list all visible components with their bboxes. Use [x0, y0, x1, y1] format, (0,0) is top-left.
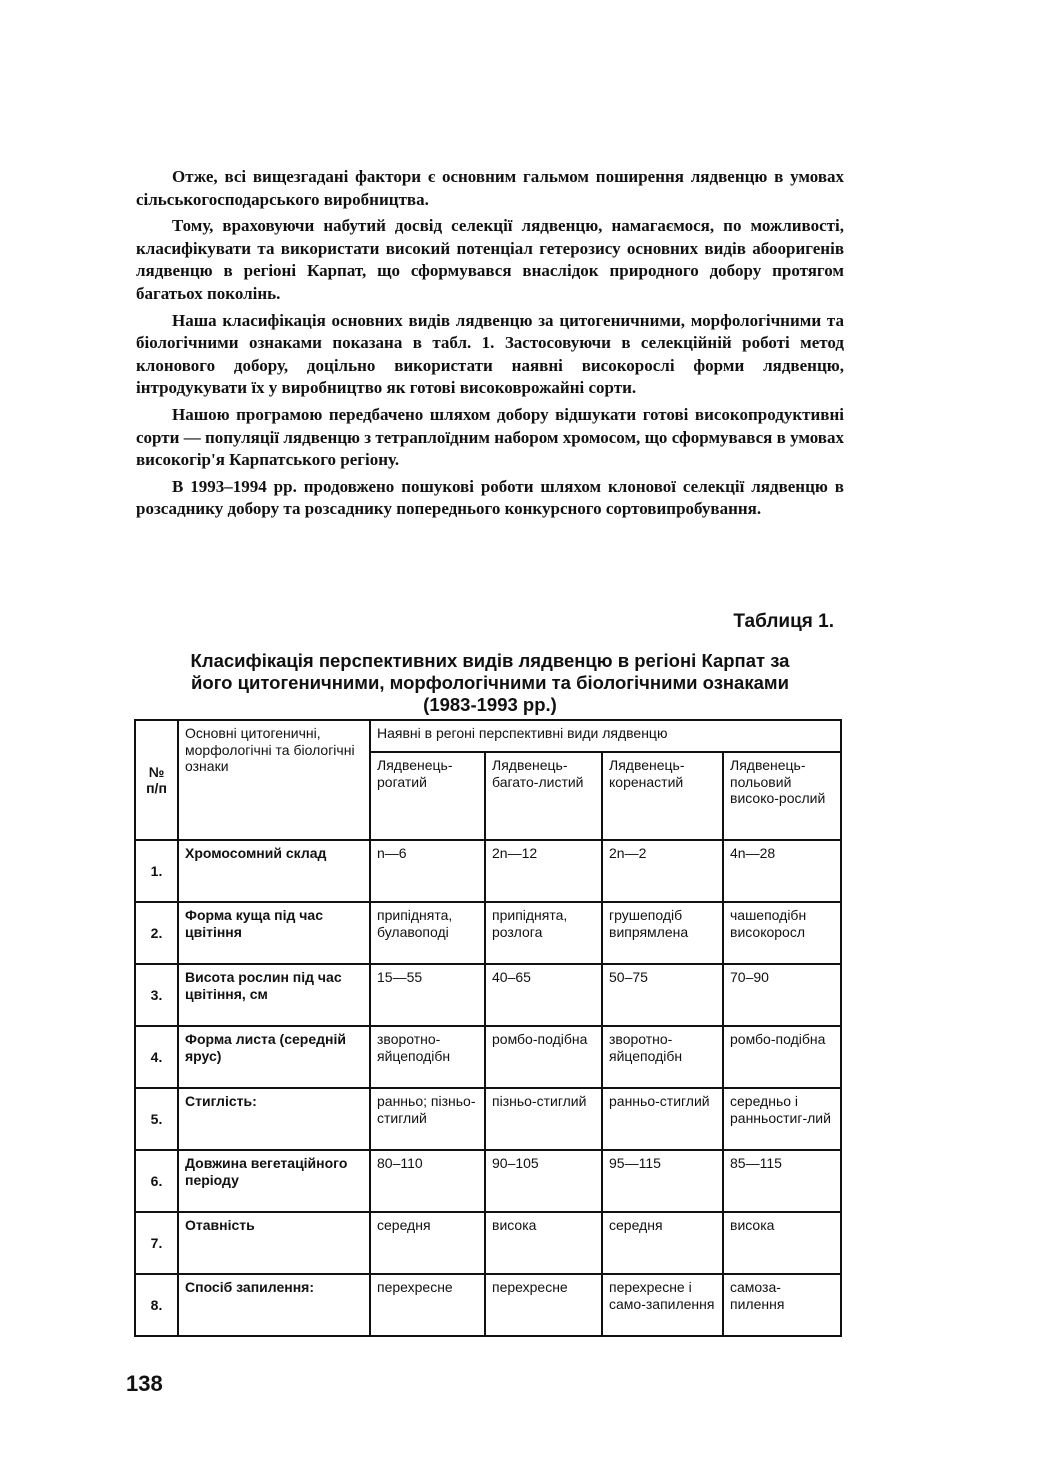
cell-value: ромбо-подібна: [485, 1026, 602, 1088]
paragraph: В 1993–1994 рр. продовжено пошукові роботи шляхом клонової селекції лядвенцю в розсаднику добору та розсаднику попереднього конкурсного сортовипробування.: [136, 476, 844, 519]
cell-value: середньо і ранньостиг-лий: [723, 1088, 841, 1150]
cell-value: 70–90: [723, 964, 841, 1026]
cell-value: перехресне і само-запилення: [602, 1274, 723, 1336]
row-feature: Форма листа (середній ярус): [178, 1026, 370, 1088]
row-feature: Форма куща під час цвітіння: [178, 902, 370, 964]
row-number: 7.: [135, 1212, 178, 1274]
row-feature: Хромосомний склад: [178, 840, 370, 902]
header-species-group: Наявні в регоні перспективні види лядвенцю: [370, 720, 841, 752]
row-number: 2.: [135, 902, 178, 964]
cell-value: припіднята, розлога: [485, 902, 602, 964]
cell-value: 80–110: [370, 1150, 485, 1212]
cell-value: 50–75: [602, 964, 723, 1026]
cell-value: зворотно-яйцеподібн: [370, 1026, 485, 1088]
cell-value: чашеподібн високоросл: [723, 902, 841, 964]
row-feature: Довжина вегетаційного періоду: [178, 1150, 370, 1212]
table-row: [135, 1026, 841, 1088]
cell-value: ромбо-подібна: [723, 1026, 841, 1088]
cell-value: перехресне: [370, 1274, 485, 1336]
table-row: [135, 1150, 841, 1212]
row-feature: Стиглість:: [178, 1088, 370, 1150]
paragraph: Тому, враховуючи набутий досвід селекції лядвенцю, намагаємося, по можливості, класифікувати та використати високий потенціал гетерозису основних видів абооригенів лядвенцю в регіоні Карпат, що сформувався внаслідок природного добору протягом багатьох поколінь.: [136, 216, 844, 303]
cell-value: висока: [485, 1212, 602, 1274]
row-number: 6.: [135, 1150, 178, 1212]
row-number: 5.: [135, 1088, 178, 1150]
row-feature: Висота рослин під час цвітіння, см: [178, 964, 370, 1026]
paragraph: Отже, всі вищезгадані фактори є основним гальмом поширення лядвенцю в умовах сільськогосподарського виробництва.: [136, 167, 844, 209]
cell-value: 95—115: [602, 1150, 723, 1212]
cell-value: 15—55: [370, 964, 485, 1026]
body-text: [136, 166, 844, 525]
page-number: 138: [126, 1371, 163, 1396]
cell-value: ранньо-стиглий: [602, 1088, 723, 1150]
cell-value: 2n—2: [602, 840, 723, 902]
cell-value: 85—115: [723, 1150, 841, 1212]
classification-table: [134, 719, 842, 1337]
cell-value: 2n—12: [485, 840, 602, 902]
cell-value: середня: [602, 1212, 723, 1274]
header-number: № п/п: [135, 720, 178, 840]
cell-value: 40–65: [485, 964, 602, 1026]
cell-value: 90–105: [485, 1150, 602, 1212]
table-row: [135, 964, 841, 1026]
header-species: Лядвенець-коренастий: [602, 752, 723, 840]
cell-value: 4n—28: [723, 840, 841, 902]
row-number: 4.: [135, 1026, 178, 1088]
row-number: 3.: [135, 964, 178, 1026]
cell-value: середня: [370, 1212, 485, 1274]
header-species: Лядвенець-багато-листий: [485, 752, 602, 840]
row-feature: Спосіб запилення:: [178, 1274, 370, 1336]
table-label: Таблиця 1.: [733, 611, 834, 632]
cell-value: висока: [723, 1212, 841, 1274]
table-row: [135, 1274, 841, 1336]
header-species: Лядвенець-рогатий: [370, 752, 485, 840]
table-row: [135, 902, 841, 964]
table-row: [135, 840, 841, 902]
header-species: Лядвенець-польовий високо-рослий: [723, 752, 841, 840]
cell-value: зворотно-яйцеподібн: [602, 1026, 723, 1088]
cell-value: припіднята, булавоподі: [370, 902, 485, 964]
cell-value: грушеподіб випрямлена: [602, 902, 723, 964]
cell-value: пізньо-стиглий: [485, 1088, 602, 1150]
paragraph: Наша класифікація основних видів лядвенцю за цитогеничними, морфологічними та біологічними ознаками показана в табл. 1. Застосовуючи в селекційній роботі метод клонового добору, доцільно використати наявні високорослі форми лядвенцю, інтродукувати їх у виробництво як готові високоврожайні сорти.: [136, 310, 844, 398]
table-row: [135, 1212, 841, 1274]
row-number: 1.: [135, 840, 178, 902]
cell-value: самоза-пилення: [723, 1274, 841, 1336]
table-row: [135, 1088, 841, 1150]
paragraph: Нашою програмою передбачено шляхом добору відшукати готові високопродуктивні сорти — популяції лядвенцю з тетраплоїдним набором хромосом, що сформувався в умовах високогір'я Карпатського регіону.: [136, 404, 844, 470]
cell-value: ранньо; пізньо-стиглий: [370, 1088, 485, 1150]
cell-value: перехресне: [485, 1274, 602, 1336]
row-number: 8.: [135, 1274, 178, 1336]
table-caption: Класифікація перспективних видів лядвенцю в регіоні Карпат за його цитогеничними, морфологічними та біологічними ознаками (1983-1993 рр.): [190, 650, 790, 715]
header-features: Основні цитогеничні, морфологічні та біологічні ознаки: [178, 720, 370, 840]
cell-value: n—6: [370, 840, 485, 902]
row-feature: Отавність: [178, 1212, 370, 1274]
